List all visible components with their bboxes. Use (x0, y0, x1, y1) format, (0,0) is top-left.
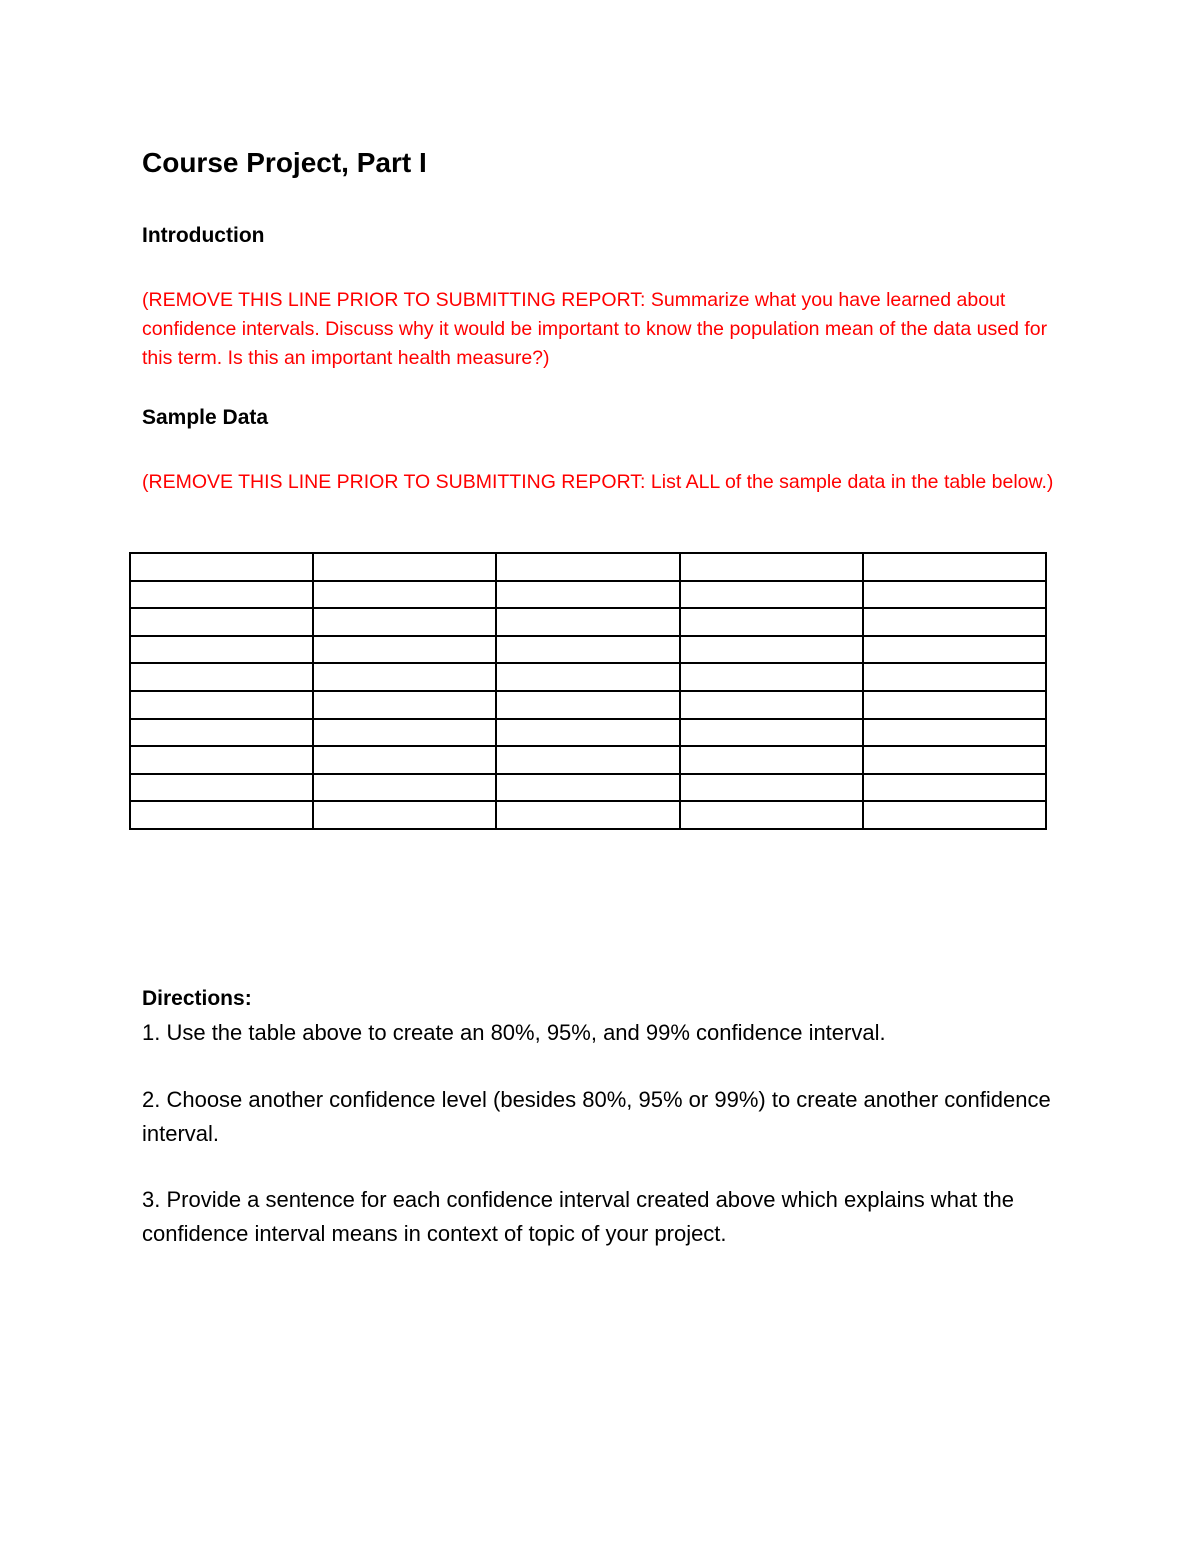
table-row (130, 663, 1046, 691)
table-cell (130, 801, 313, 829)
table-cell (496, 581, 679, 609)
direction-item-1: 1. Use the table above to create an 80%, 95%, and 99% confidence interval. (142, 1020, 886, 1045)
table-cell (863, 553, 1046, 581)
table-cell (680, 719, 863, 747)
table-cell (496, 608, 679, 636)
table-cell (863, 801, 1046, 829)
table-row (130, 581, 1046, 609)
direction-item-2: 2. Choose another confidence level (besides 80%, 95% or 99%) to create another confidence interval. (142, 1087, 1051, 1146)
table-row (130, 636, 1046, 664)
table-cell (496, 663, 679, 691)
table-cell (863, 774, 1046, 802)
table-cell (680, 553, 863, 581)
table-cell (863, 691, 1046, 719)
table-cell (313, 636, 496, 664)
introduction-heading: Introduction (142, 224, 265, 247)
table-cell (313, 774, 496, 802)
table-cell (313, 663, 496, 691)
table-cell (863, 719, 1046, 747)
table-row (130, 608, 1046, 636)
table-cell (496, 801, 679, 829)
table-cell (496, 636, 679, 664)
table-cell (863, 746, 1046, 774)
direction-item-3: 3. Provide a sentence for each confidence interval created above which explains what the confidence interval means in context of topic of your project. (142, 1187, 1014, 1246)
table-cell (863, 581, 1046, 609)
page-title: Course Project, Part I (142, 147, 427, 178)
table-cell (130, 746, 313, 774)
table-cell (496, 553, 679, 581)
table-row (130, 691, 1046, 719)
table-cell (680, 774, 863, 802)
table-cell (130, 636, 313, 664)
sample-data-table (129, 552, 1047, 830)
table-cell (130, 608, 313, 636)
table-cell (130, 581, 313, 609)
table-cell (130, 663, 313, 691)
introduction-note: (REMOVE THIS LINE PRIOR TO SUBMITTING REPORT: Summarize what you have learned about confidence intervals. Discuss why it would be important to know the population mean of the data used for this term. Is this an important health measure?) (142, 289, 1048, 369)
sample-data-heading: Sample Data (142, 406, 269, 429)
table-cell (313, 581, 496, 609)
table-cell (680, 746, 863, 774)
sample-data-table-body (130, 553, 1046, 829)
table-cell (680, 636, 863, 664)
table-cell (863, 608, 1046, 636)
table-cell (496, 719, 679, 747)
table-cell (496, 774, 679, 802)
table-cell (496, 691, 679, 719)
table-cell (313, 746, 496, 774)
table-cell (863, 636, 1046, 664)
table-cell (130, 774, 313, 802)
table-cell (313, 801, 496, 829)
table-cell (680, 691, 863, 719)
table-cell (313, 719, 496, 747)
table-cell (313, 691, 496, 719)
table-cell (680, 581, 863, 609)
table-cell (680, 663, 863, 691)
table-cell (680, 608, 863, 636)
table-cell (313, 553, 496, 581)
table-row (130, 746, 1046, 774)
table-cell (130, 719, 313, 747)
table-row (130, 719, 1046, 747)
table-row (130, 553, 1046, 581)
table-cell (496, 746, 679, 774)
sample-data-note: (REMOVE THIS LINE PRIOR TO SUBMITTING REPORT: List ALL of the sample data in the table below.) (142, 471, 1054, 493)
table-cell (680, 801, 863, 829)
table-row (130, 801, 1046, 829)
table-cell (313, 608, 496, 636)
directions-heading: Directions: (142, 987, 252, 1010)
table-row (130, 774, 1046, 802)
table-cell (130, 691, 313, 719)
table-cell (130, 553, 313, 581)
table-cell (863, 663, 1046, 691)
